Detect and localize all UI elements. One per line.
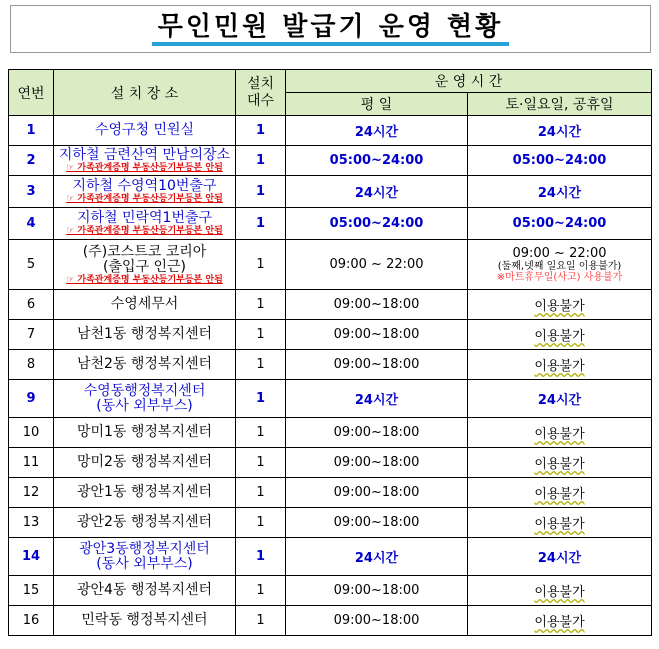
weekend-value: 이용불가: [534, 585, 585, 600]
row-number: 13: [9, 508, 54, 538]
row-weekday-hours: 09:00~18:00: [286, 606, 468, 636]
weekend-value: 이용불가: [534, 329, 585, 344]
table-row: [9, 478, 652, 508]
weekend-value: 24시간: [537, 186, 582, 201]
row-number: 4: [9, 208, 54, 240]
row-weekday-hours: 05:00~24:00: [286, 208, 468, 240]
row-weekend-hours: [468, 576, 652, 606]
row-weekday-hours: 09:00~18:00: [286, 448, 468, 478]
table-row: [9, 418, 652, 448]
row-place: [54, 116, 236, 146]
place-name: 지하철 수영역10번출구: [72, 178, 217, 194]
row-units: 1: [236, 176, 286, 208]
table-row: [9, 606, 652, 636]
row-weekend-hours: [468, 380, 652, 418]
row-weekend-hours: [468, 320, 652, 350]
row-weekend-hours: [468, 418, 652, 448]
row-units: 1: [236, 380, 286, 418]
row-units: 1: [236, 290, 286, 320]
place-name: 남천2동 행정복지센터: [76, 356, 213, 372]
row-units: 1: [236, 538, 286, 576]
row-units: 1: [236, 320, 286, 350]
row-number: 6: [9, 290, 54, 320]
row-place: [54, 606, 236, 636]
row-number: 2: [9, 146, 54, 176]
row-weekday-hours: 24시간: [286, 176, 468, 208]
row-units: 1: [236, 146, 286, 176]
row-weekday-hours: 09:00~18:00: [286, 576, 468, 606]
row-weekday-hours: 05:00~24:00: [286, 146, 468, 176]
place-name: 민락동 행정복지센터: [81, 612, 208, 628]
row-weekend-hours: [468, 606, 652, 636]
table-row: [9, 508, 652, 538]
table-row: [9, 320, 652, 350]
table-row: [9, 380, 652, 418]
row-weekday-hours: 09:00~18:00: [286, 290, 468, 320]
weekend-value: 이용불가: [534, 457, 585, 472]
row-place: [54, 380, 236, 418]
row-weekday-hours: 24시간: [286, 538, 468, 576]
table-row: [9, 146, 652, 176]
row-weekday-hours: 09:00~18:00: [286, 418, 468, 448]
row-number: 1: [9, 116, 54, 146]
row-weekend-hours: [468, 240, 652, 290]
place-name: 수영구청 민원실: [94, 122, 195, 138]
row-number: 9: [9, 380, 54, 418]
table-row: [9, 448, 652, 478]
row-units: 1: [236, 478, 286, 508]
table-row: [9, 576, 652, 606]
place-name: (주)코스트코 코리아: [82, 243, 207, 260]
table-row: [9, 290, 652, 320]
weekend-value: 이용불가: [534, 615, 585, 630]
row-weekend-hours: [468, 146, 652, 176]
row-place: [54, 290, 236, 320]
row-weekday-hours: 09:00~18:00: [286, 320, 468, 350]
table-row: [9, 116, 652, 146]
row-place: [54, 508, 236, 538]
place-name: 광안2동 행정복지센터: [76, 514, 213, 530]
row-number: 8: [9, 350, 54, 380]
table-row: [9, 208, 652, 240]
header-units-top: 설치: [246, 75, 275, 92]
header-hours: 운 영 시 간: [286, 70, 652, 93]
row-place: [54, 418, 236, 448]
table-row: [9, 240, 652, 290]
row-number: 15: [9, 576, 54, 606]
row-place: [54, 240, 236, 290]
row-weekend-hours: [468, 116, 652, 146]
row-units: 1: [236, 508, 286, 538]
weekend-value: 24시간: [537, 393, 582, 408]
row-weekend-hours: [468, 478, 652, 508]
kiosk-table: [8, 69, 652, 636]
place-name: 남천1동 행정복지센터: [76, 326, 213, 342]
weekend-value: 05:00~24:00: [512, 216, 607, 231]
weekend-value: 이용불가: [534, 427, 585, 442]
row-number: 11: [9, 448, 54, 478]
row-units: 1: [236, 448, 286, 478]
place-name: 지하철 민락역1번출구: [76, 210, 213, 226]
table-row: [9, 350, 652, 380]
place-note: ☞ 가족관계증명 부동산등기부등본 안됨: [66, 274, 223, 285]
header-units: [236, 70, 286, 116]
row-number: 16: [9, 606, 54, 636]
table-row: [9, 176, 652, 208]
place-name: 수영동행정복지센터: [83, 382, 206, 399]
place-note: ☞ 가족관계증명 부동산등기부등본 안됨: [66, 226, 223, 236]
row-weekday-hours: 09:00~18:00: [286, 478, 468, 508]
row-place: [54, 448, 236, 478]
row-weekday-hours: 09:00~18:00: [286, 508, 468, 538]
row-weekend-hours: [468, 538, 652, 576]
weekend-value: 05:00~24:00: [512, 153, 607, 168]
row-weekend-hours: [468, 350, 652, 380]
header-weekday: 평 일: [286, 93, 468, 116]
row-place: [54, 350, 236, 380]
row-weekend-hours: [468, 176, 652, 208]
table-row: [9, 538, 652, 576]
weekend-value: 이용불가: [534, 359, 585, 374]
row-units: 1: [236, 240, 286, 290]
row-place: [54, 146, 236, 176]
row-weekend-hours: [468, 208, 652, 240]
row-place: [54, 320, 236, 350]
weekend-value: 09:00 ~ 22:00: [512, 246, 607, 261]
row-number: 10: [9, 418, 54, 448]
row-weekend-hours: [468, 508, 652, 538]
row-number: 12: [9, 478, 54, 508]
row-place: [54, 576, 236, 606]
row-weekday-hours: 24시간: [286, 380, 468, 418]
weekend-value: 24시간: [537, 551, 582, 566]
weekend-value: 이용불가: [534, 299, 585, 314]
place-note: ☞ 가족관계증명 부동산등기부등본 안됨: [66, 163, 223, 173]
row-weekend-hours: [468, 290, 652, 320]
row-units: 1: [236, 576, 286, 606]
weekend-value: 24시간: [537, 125, 582, 140]
place-name: 망미2동 행정복지센터: [76, 454, 213, 470]
row-place: [54, 176, 236, 208]
place-name-line2: (동사 외부부스): [96, 555, 193, 572]
weekend-value: 이용불가: [534, 517, 585, 532]
place-note: ☞ 가족관계증명 부동산등기부등본 안됨: [66, 194, 223, 204]
place-name-line2: (동사 외부부스): [96, 397, 193, 414]
row-units: 1: [236, 208, 286, 240]
page-title: 무인민원 발급기 운영 현황: [152, 12, 509, 46]
row-place: [54, 208, 236, 240]
row-number: 5: [9, 240, 54, 290]
place-name: 망미1동 행정복지센터: [76, 424, 213, 440]
row-number: 14: [9, 538, 54, 576]
weekend-subnote: (둘째,넷째 일요일 이용불가): [497, 261, 622, 272]
header-units-bottom: 대수: [246, 92, 275, 109]
place-name: 수영세무서: [110, 296, 179, 312]
header-place: 설 치 장 소: [54, 70, 236, 116]
row-number: 3: [9, 176, 54, 208]
place-name-line2: (출입구 인근): [103, 258, 186, 275]
place-name: 광안4동 행정복지센터: [76, 582, 213, 598]
weekend-holiday-note: ※마트휴무일(사고) 사용불가: [496, 272, 623, 283]
table-body: [9, 116, 652, 636]
row-units: 1: [236, 606, 286, 636]
weekend-value: 이용불가: [534, 487, 585, 502]
row-units: 1: [236, 116, 286, 146]
place-name: 광안1동 행정복지센터: [76, 484, 213, 500]
row-weekday-hours: 09:00 ~ 22:00: [286, 240, 468, 290]
row-weekday-hours: 24시간: [286, 116, 468, 146]
row-number: 7: [9, 320, 54, 350]
header-weekend: 토·일요일, 공휴일: [468, 93, 652, 116]
row-units: 1: [236, 418, 286, 448]
row-units: 1: [236, 350, 286, 380]
title-box: [10, 5, 651, 53]
row-weekday-hours: 09:00~18:00: [286, 350, 468, 380]
row-weekend-hours: [468, 448, 652, 478]
header-no: 연번: [9, 70, 54, 116]
row-place: [54, 478, 236, 508]
place-name: 광안3동행정복지센터: [79, 540, 210, 557]
place-name: 지하철 금련산역 만남의장소: [58, 147, 231, 163]
row-place: [54, 538, 236, 576]
